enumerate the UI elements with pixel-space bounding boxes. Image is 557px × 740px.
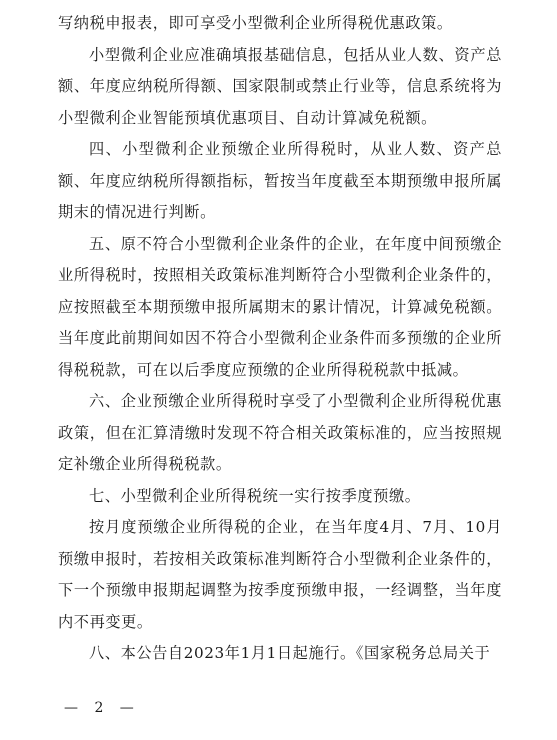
paragraph-item-six: 六、企业预缴企业所得税时享受了小型微利企业所得税优惠政策，但在汇算清缴时发现不符合相关政策标准的，应当按照规定补缴企业所得税税款。 xyxy=(58,392,502,473)
paragraph-continuation: 写纳税申报表，即可享受小型微利企业所得税优惠政策。 xyxy=(58,14,453,32)
paragraph-item-seven: 七、小型微利企业所得税统一实行按季度预缴。 xyxy=(89,486,421,505)
paragraph-item-four: 四、小型微利企业预缴企业所得税时，从业人数、资产总额、年度应纳税所得额指标，暂按当年度截至本期预缴申报所属期末的情况进行判断。 xyxy=(58,140,502,221)
paragraph-item-eight: 八、本公告自2023年1月1日起施行。《国家税务总局关于 xyxy=(89,644,491,662)
paragraph-basic-info: 小型微利企业应准确填报基础信息，包括从业人数、资产总额、年度应纳税所得额、国家限制或禁止行业等，信息系统将为小型微利企业智能预填优惠项目、自动计算减免税额。 xyxy=(58,45,502,127)
document-body xyxy=(58,8,502,670)
paragraph-item-five: 五、原不符合小型微利企业条件的企业，在年度中间预缴企业所得税时，按照相关政策标准判断符合小型微利企业条件的，应按照截至本期预缴申报所属期末的累计情况，计算减免税额。当年度此前期间如因不符合小型微利企业条件而多预缴的企业所得税税款，可在以后季度应预缴的企业所得税税款中抵减。 xyxy=(58,234,502,379)
paragraph-monthly-prepayment: 按月度预缴企业所得税的企业，在当年度4月、7月、10月预缴申报时，若按相关政策标准判断符合小型微利企业条件的，下一个预缴申报期起调整为按季度预缴申报，一经调整，当年度内不再变更。 xyxy=(58,518,502,631)
page-number: — 2 — xyxy=(64,700,140,716)
